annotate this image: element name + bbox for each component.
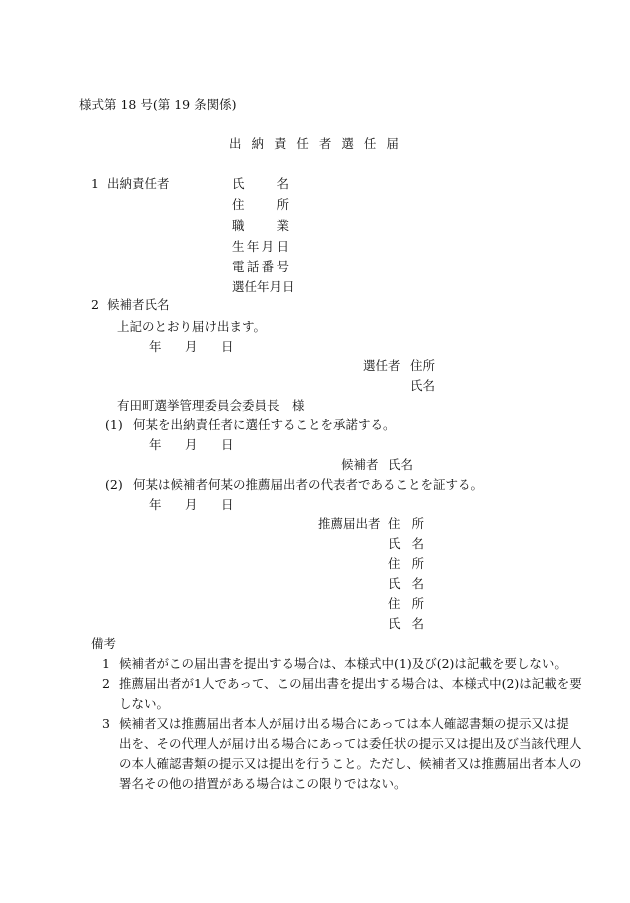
field-label: 選任年月日	[232, 279, 295, 294]
applicant-name-label: 氏名	[410, 378, 436, 393]
field-label: 氏名	[232, 176, 289, 191]
item1-number: 1	[91, 176, 99, 191]
date-day-label: 日	[221, 339, 234, 354]
item1-label: 出納責任者	[107, 176, 170, 191]
recommender-field-label: 住所	[388, 556, 424, 571]
note-text: 候補者がこの届出書を提出する場合は、本様式中(1)及び(2)は記載を要しない。	[119, 656, 567, 671]
candidate-role: 候補者	[341, 457, 379, 472]
statement: 上記のとおり届け出ます。	[117, 319, 267, 334]
recommender-field-label: 住所	[388, 596, 424, 611]
form-number: 様式第 18 号(第 19 条関係)	[79, 97, 237, 112]
recommender-field-label: 住所	[388, 516, 424, 531]
candidate-name-label: 氏名	[388, 457, 414, 472]
date-month-label: 月	[185, 339, 198, 354]
note-text: 推薦届出者が1人であって、この届出書を提出する場合は、本様式中(2)は記載を要	[119, 676, 582, 691]
note-number: 2	[102, 676, 110, 691]
addressee: 有田町選挙管理委員会委員長 様	[117, 398, 305, 413]
date-month-label: 月	[185, 497, 198, 512]
date-year-label: 年	[149, 497, 162, 512]
field-label: 職業	[232, 218, 289, 233]
recommender-role: 推薦届出者	[318, 516, 381, 531]
section2-number: (2)	[105, 477, 123, 492]
recommender-field-label: 氏名	[388, 616, 424, 631]
date-month-label: 月	[185, 437, 198, 452]
note-text: 出を、その代理人が届け出る場合にあっては委任状の提示又は提出及び当該代理人	[119, 736, 582, 751]
field-label: 電話番号	[232, 259, 289, 274]
notes-heading: 備考	[91, 636, 117, 651]
item2-label: 候補者氏名	[107, 297, 170, 312]
date-day-label: 日	[221, 437, 234, 452]
section1-number: (1)	[105, 417, 123, 432]
note-text: 署名その他の措置がある場合はこの限りではない。	[119, 776, 407, 791]
note-text: の本人確認書類の提示又は提出を行うこと。ただし、候補者又は推薦届出者本人の	[119, 756, 582, 771]
recommender-field-label: 氏名	[388, 536, 424, 551]
note-text: しない。	[119, 696, 170, 711]
recommender-field-label: 氏名	[388, 576, 424, 591]
date-year-label: 年	[149, 339, 162, 354]
applicant-address-label: 住所	[410, 358, 436, 373]
note-text: 候補者又は推薦届出者本人が届け出る場合にあっては本人確認書類の提示又は提	[119, 716, 569, 731]
applicant-role: 選任者	[363, 358, 401, 373]
section2-text: 何某は候補者何某の推薦届出者の代表者であることを証する。	[133, 477, 484, 492]
date-year-label: 年	[149, 437, 162, 452]
note-number: 1	[102, 656, 110, 671]
field-label: 生年月日	[232, 239, 289, 254]
note-number: 3	[102, 716, 110, 731]
item2-number: 2	[91, 297, 99, 312]
page-title: 出 納 責 任 者 選 任 届	[229, 136, 402, 151]
field-label: 住所	[232, 197, 289, 212]
date-day-label: 日	[221, 497, 234, 512]
section1-text: 何某を出納責任者に選任することを承諾する。	[133, 417, 396, 432]
